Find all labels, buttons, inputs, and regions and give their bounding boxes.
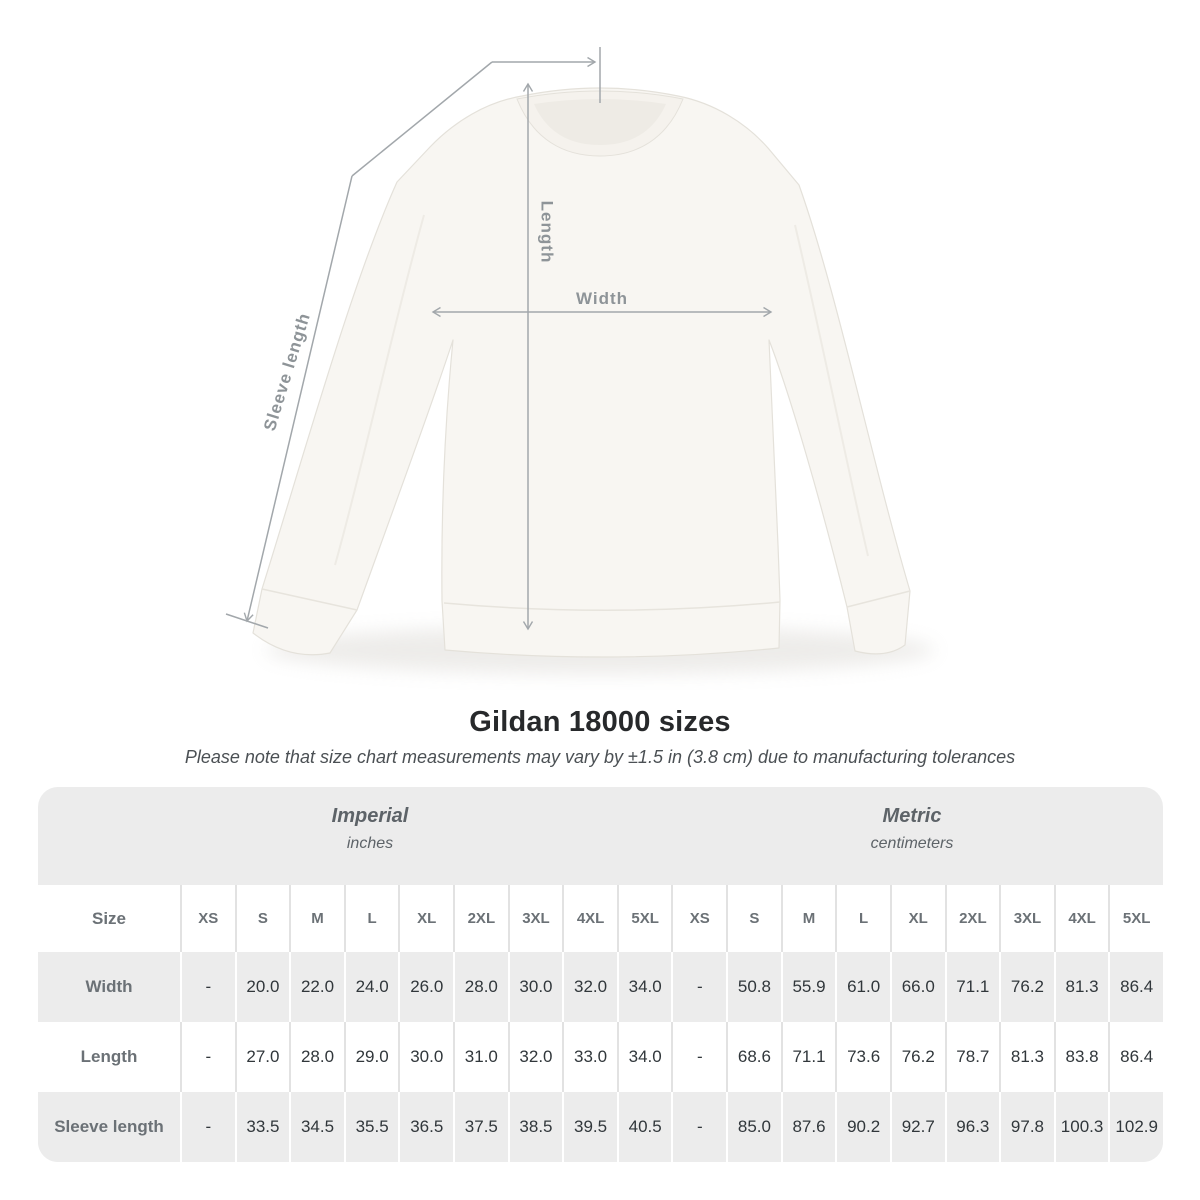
col-metric-5xl: 5XL: [1108, 885, 1163, 952]
sleeve-imperial-4xl: 39.5: [562, 1092, 617, 1162]
length-metric-l: 73.6: [835, 1022, 890, 1092]
length-metric-2xl: 78.7: [945, 1022, 1000, 1092]
col-imperial-xl: XL: [398, 885, 453, 952]
sleeve-metric-2xl: 96.3: [945, 1092, 1000, 1162]
width-metric-3xl: 76.2: [999, 952, 1054, 1022]
size-column-header: Size: [91, 908, 127, 928]
width-imperial-4xl: 32.0: [562, 952, 617, 1022]
width-metric-5xl: 86.4: [1108, 952, 1163, 1022]
sleeve-imperial-3xl: 38.5: [508, 1092, 563, 1162]
length-imperial-s: 27.0: [235, 1022, 290, 1092]
sleeve-metric-s: 85.0: [726, 1092, 781, 1162]
col-imperial-4xl: 4XL: [562, 885, 617, 952]
row-label-width: Width: [85, 977, 133, 996]
metric-unit: centimeters: [870, 835, 954, 852]
metric-unit-header: [871, 805, 954, 853]
sleeve-metric-m: 87.6: [781, 1092, 836, 1162]
col-imperial-l: L: [344, 885, 399, 952]
table-row-width: [38, 952, 1163, 1022]
width-imperial-m: 22.0: [289, 952, 344, 1022]
sleeve-metric-4xl: 100.3: [1054, 1092, 1109, 1162]
sweatshirt-illustration: [253, 88, 910, 657]
length-metric-xs: -: [671, 1022, 726, 1092]
sleeve-imperial-xs: -: [180, 1092, 235, 1162]
width-imperial-xl: 26.0: [398, 952, 453, 1022]
length-imperial-m: 28.0: [289, 1022, 344, 1092]
length-metric-4xl: 83.8: [1054, 1022, 1109, 1092]
width-metric-2xl: 71.1: [945, 952, 1000, 1022]
col-metric-3xl: 3XL: [999, 885, 1054, 952]
sleeve-metric-xs: -: [671, 1092, 726, 1162]
length-imperial-3xl: 32.0: [508, 1022, 563, 1092]
imperial-unit: inches: [346, 835, 394, 852]
row-label-length: Length: [80, 1047, 138, 1066]
width-metric-s: 50.8: [726, 952, 781, 1022]
col-metric-4xl: 4XL: [1054, 885, 1109, 952]
length-label: Length: [537, 200, 557, 264]
col-imperial-2xl: 2XL: [453, 885, 508, 952]
unit-header-row: [38, 787, 1163, 885]
width-imperial-s: 20.0: [235, 952, 290, 1022]
width-imperial-2xl: 28.0: [453, 952, 508, 1022]
col-metric-xl: XL: [890, 885, 945, 952]
imperial-unit-header: [332, 805, 409, 853]
col-metric-s: S: [726, 885, 781, 952]
width-metric-l: 61.0: [835, 952, 890, 1022]
col-imperial-m: M: [289, 885, 344, 952]
length-metric-5xl: 86.4: [1108, 1022, 1163, 1092]
width-metric-xs: -: [671, 952, 726, 1022]
width-imperial-l: 24.0: [344, 952, 399, 1022]
sleeve-length-label: Sleeve length: [260, 310, 315, 434]
sleeve-imperial-2xl: 37.5: [453, 1092, 508, 1162]
width-imperial-5xl: 34.0: [617, 952, 672, 1022]
metric-label: Metric: [882, 805, 942, 827]
table-row-sleeve-length: [38, 1092, 1163, 1162]
col-metric-xs: XS: [671, 885, 726, 952]
size-chart-table: [38, 787, 1163, 1162]
table-row-length: [38, 1022, 1163, 1092]
length-imperial-xs: -: [180, 1022, 235, 1092]
sleeve-imperial-s: 33.5: [235, 1092, 290, 1162]
width-imperial-xs: -: [180, 952, 235, 1022]
length-metric-m: 71.1: [781, 1022, 836, 1092]
imperial-label: Imperial: [331, 805, 409, 827]
sleeve-metric-xl: 92.7: [890, 1092, 945, 1162]
sleeve-metric-5xl: 102.9: [1108, 1092, 1163, 1162]
length-imperial-2xl: 31.0: [453, 1022, 508, 1092]
width-imperial-3xl: 30.0: [508, 952, 563, 1022]
width-metric-4xl: 81.3: [1054, 952, 1109, 1022]
tolerance-note: Please note that size chart measurements may vary by ±1.5 in (3.8 cm) due to manufacturing tolerances: [184, 747, 1016, 767]
sleeve-imperial-m: 34.5: [289, 1092, 344, 1162]
row-label-sleeve-length: Sleeve length: [54, 1117, 164, 1136]
sleeve-imperial-l: 35.5: [344, 1092, 399, 1162]
sleeve-metric-3xl: 97.8: [999, 1092, 1054, 1162]
length-metric-xl: 76.2: [890, 1022, 945, 1092]
length-imperial-l: 29.0: [344, 1022, 399, 1092]
sleeve-imperial-5xl: 40.5: [617, 1092, 672, 1162]
size-header-row: [38, 885, 1163, 952]
width-metric-m: 55.9: [781, 952, 836, 1022]
col-imperial-3xl: 3XL: [508, 885, 563, 952]
sleeve-metric-l: 90.2: [835, 1092, 890, 1162]
length-metric-s: 68.6: [726, 1022, 781, 1092]
length-imperial-xl: 30.0: [398, 1022, 453, 1092]
col-metric-l: L: [835, 885, 890, 952]
width-label: Width: [575, 289, 629, 308]
col-imperial-xs: XS: [180, 885, 235, 952]
width-metric-xl: 66.0: [890, 952, 945, 1022]
length-imperial-4xl: 33.0: [562, 1022, 617, 1092]
col-imperial-s: S: [235, 885, 290, 952]
length-metric-3xl: 81.3: [999, 1022, 1054, 1092]
col-metric-m: M: [781, 885, 836, 952]
length-imperial-5xl: 34.0: [617, 1022, 672, 1092]
page-title: Gildan 18000 sizes: [469, 706, 731, 738]
col-metric-2xl: 2XL: [945, 885, 1000, 952]
sleeve-imperial-xl: 36.5: [398, 1092, 453, 1162]
col-imperial-5xl: 5XL: [617, 885, 672, 952]
